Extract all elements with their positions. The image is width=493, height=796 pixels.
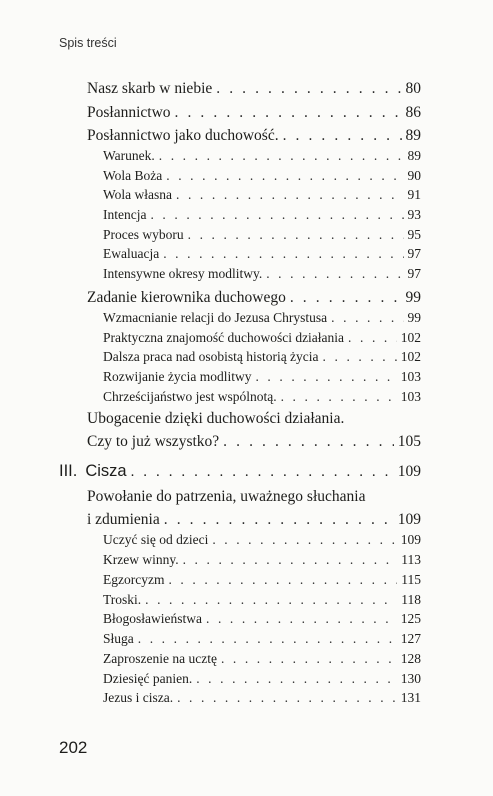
toc-subentry — [103, 187, 421, 203]
leader-dots — [216, 80, 401, 98]
toc-entry — [87, 511, 421, 529]
toc-subentry — [103, 389, 421, 405]
toc-entry — [87, 127, 421, 145]
toc-entry-page: 109 — [397, 511, 421, 528]
toc-entry-title: Intensywne okresy modlitwy. — [103, 266, 263, 281]
leader-dots — [221, 651, 397, 667]
page-number: 202 — [59, 738, 88, 757]
toc-subentry — [103, 651, 421, 667]
toc-entry-page: 80 — [405, 80, 421, 97]
chapter-title: Cisza — [85, 462, 127, 480]
toc-entry-title-line2: i zdumienia — [87, 511, 160, 528]
toc-entry-title: Proces wyboru — [103, 227, 184, 242]
toc-subentry — [103, 690, 421, 706]
toc-entry-title: Rozwijanie życia modlitwy — [103, 369, 252, 384]
toc-entry-page: 128 — [400, 651, 421, 666]
toc-subentry — [103, 369, 421, 385]
toc-entry-page: 102 — [400, 330, 421, 345]
running-head: Spis treści — [59, 36, 117, 50]
toc-entry-page: 103 — [400, 389, 421, 404]
toc-entry-page: 97 — [407, 246, 421, 261]
toc-entry-page: 113 — [401, 552, 421, 567]
toc-entry-page: 99 — [405, 289, 421, 306]
toc-subentry — [103, 631, 421, 647]
leader-dots — [168, 572, 397, 588]
toc-entry-page: 95 — [407, 227, 421, 242]
toc-entry-page: 130 — [400, 671, 421, 686]
toc-entry-page: 105 — [397, 433, 421, 450]
toc-subentry — [103, 552, 421, 568]
leader-dots — [188, 227, 404, 243]
toc-entry-title: Ewaluacja — [103, 246, 160, 261]
toc-entry-title: Praktyczna znajomość duchowości działania — [103, 330, 345, 345]
toc-entry-title: Posłannictwo jako duchowość. — [87, 127, 279, 144]
toc-entry-page: 131 — [400, 690, 421, 705]
toc-entry-title: Błogosławieństwa — [103, 611, 202, 626]
leader-dots — [212, 532, 396, 548]
toc-subentry — [103, 671, 421, 687]
toc-entry-title-line1: Powołanie do patrzenia, uważnego słuchania — [87, 488, 366, 505]
toc-entry-title: Intencja — [103, 207, 147, 222]
toc-entry-page: 89 — [407, 148, 421, 163]
leader-dots — [150, 207, 403, 223]
toc-entry-title: Posłannictwo — [87, 104, 171, 121]
toc-entry-page: 127 — [400, 631, 421, 646]
toc-entry-page: 97 — [407, 266, 421, 281]
toc-entry-title: Jezus i cisza. — [103, 690, 174, 705]
leader-dots — [266, 266, 403, 282]
toc-entry-title: Zadanie kierownika duchowego — [87, 289, 286, 306]
toc-entry-page: 93 — [407, 207, 421, 222]
leader-dots — [323, 349, 397, 365]
toc-entry-title: Nasz skarb w niebie — [87, 80, 213, 97]
leader-dots — [255, 369, 396, 385]
toc-entry-title: Dziesięć panien. — [103, 671, 193, 686]
leader-dots — [177, 690, 397, 706]
toc-entry-page: 89 — [405, 127, 421, 144]
leader-dots — [163, 246, 403, 262]
leader-dots — [164, 511, 394, 529]
toc-entry-page: 91 — [407, 187, 421, 202]
leader-dots — [348, 330, 397, 346]
toc-entry-title: Chrześcijaństwo jest wspólnotą. — [103, 389, 277, 404]
toc-entry-title: Dalsza praca nad osobistą historią życia — [103, 349, 319, 364]
toc-entry — [87, 80, 421, 98]
chapter-page: 109 — [397, 463, 421, 480]
leader-dots — [166, 168, 403, 184]
toc-entry-page: 125 — [400, 611, 421, 626]
toc-subentry — [103, 310, 421, 326]
chapter-number: III. — [59, 462, 78, 480]
toc-entry-page: 90 — [407, 168, 421, 183]
toc-entry-title: Wola własna — [103, 187, 173, 202]
leader-dots — [175, 104, 402, 122]
toc-subentry — [103, 349, 421, 365]
toc-entry-title: Egzorcyzm — [103, 572, 165, 587]
toc-entry-page: 118 — [401, 592, 421, 607]
toc-entry-page: 102 — [400, 349, 421, 364]
toc-entry-title: Wola Boża — [103, 168, 163, 183]
toc-subentry — [103, 592, 421, 608]
chapter-heading — [59, 462, 421, 481]
leader-dots — [138, 631, 397, 647]
toc-subentry — [103, 148, 421, 164]
toc-entry-title-line2: Czy to już wszystko? — [87, 433, 220, 450]
leader-dots — [131, 464, 394, 481]
toc-entry-page: 109 — [400, 532, 421, 547]
toc-entry-title: Uczyć się od dzieci — [103, 532, 209, 547]
toc-subentry — [103, 572, 421, 588]
leader-dots — [206, 611, 397, 627]
toc-entry — [87, 433, 421, 451]
toc-entry-title: Wzmacnianie relacji do Jezusa Chrystusa — [103, 310, 328, 325]
leader-dots — [281, 389, 397, 405]
toc-subentry — [103, 207, 421, 223]
toc-entry-page: 103 — [400, 369, 421, 384]
leader-dots — [183, 552, 398, 568]
toc-entry-page: 99 — [407, 310, 421, 325]
toc-entry-page: 86 — [405, 104, 421, 121]
leader-dots — [196, 671, 397, 687]
toc-entry-title: Sługa — [103, 631, 134, 646]
toc-subentry — [103, 611, 421, 627]
toc-entry-title: Zaproszenie na ucztę — [103, 651, 217, 666]
toc-subentry — [103, 532, 421, 548]
leader-dots — [223, 433, 394, 451]
leader-dots — [159, 148, 404, 164]
leader-dots — [176, 187, 403, 203]
toc-subentry — [103, 227, 421, 243]
toc-entry-title: Troski. — [103, 592, 142, 607]
leader-dots — [145, 592, 397, 608]
toc-entry-title-line1: Ubogacenie dzięki duchowości działania. — [87, 410, 345, 427]
leader-dots — [331, 310, 403, 326]
toc-entry-page: 115 — [401, 572, 421, 587]
toc-entry — [87, 104, 421, 122]
toc-subentry — [103, 330, 421, 346]
toc-entry-title: Krzew winny. — [103, 552, 179, 567]
toc-entry — [87, 289, 421, 307]
leader-dots — [290, 289, 402, 307]
leader-dots — [283, 127, 402, 145]
toc-subentry — [103, 246, 421, 262]
toc-subentry — [103, 266, 421, 282]
toc-subentry — [103, 168, 421, 184]
toc-entry-title: Warunek. — [103, 148, 155, 163]
